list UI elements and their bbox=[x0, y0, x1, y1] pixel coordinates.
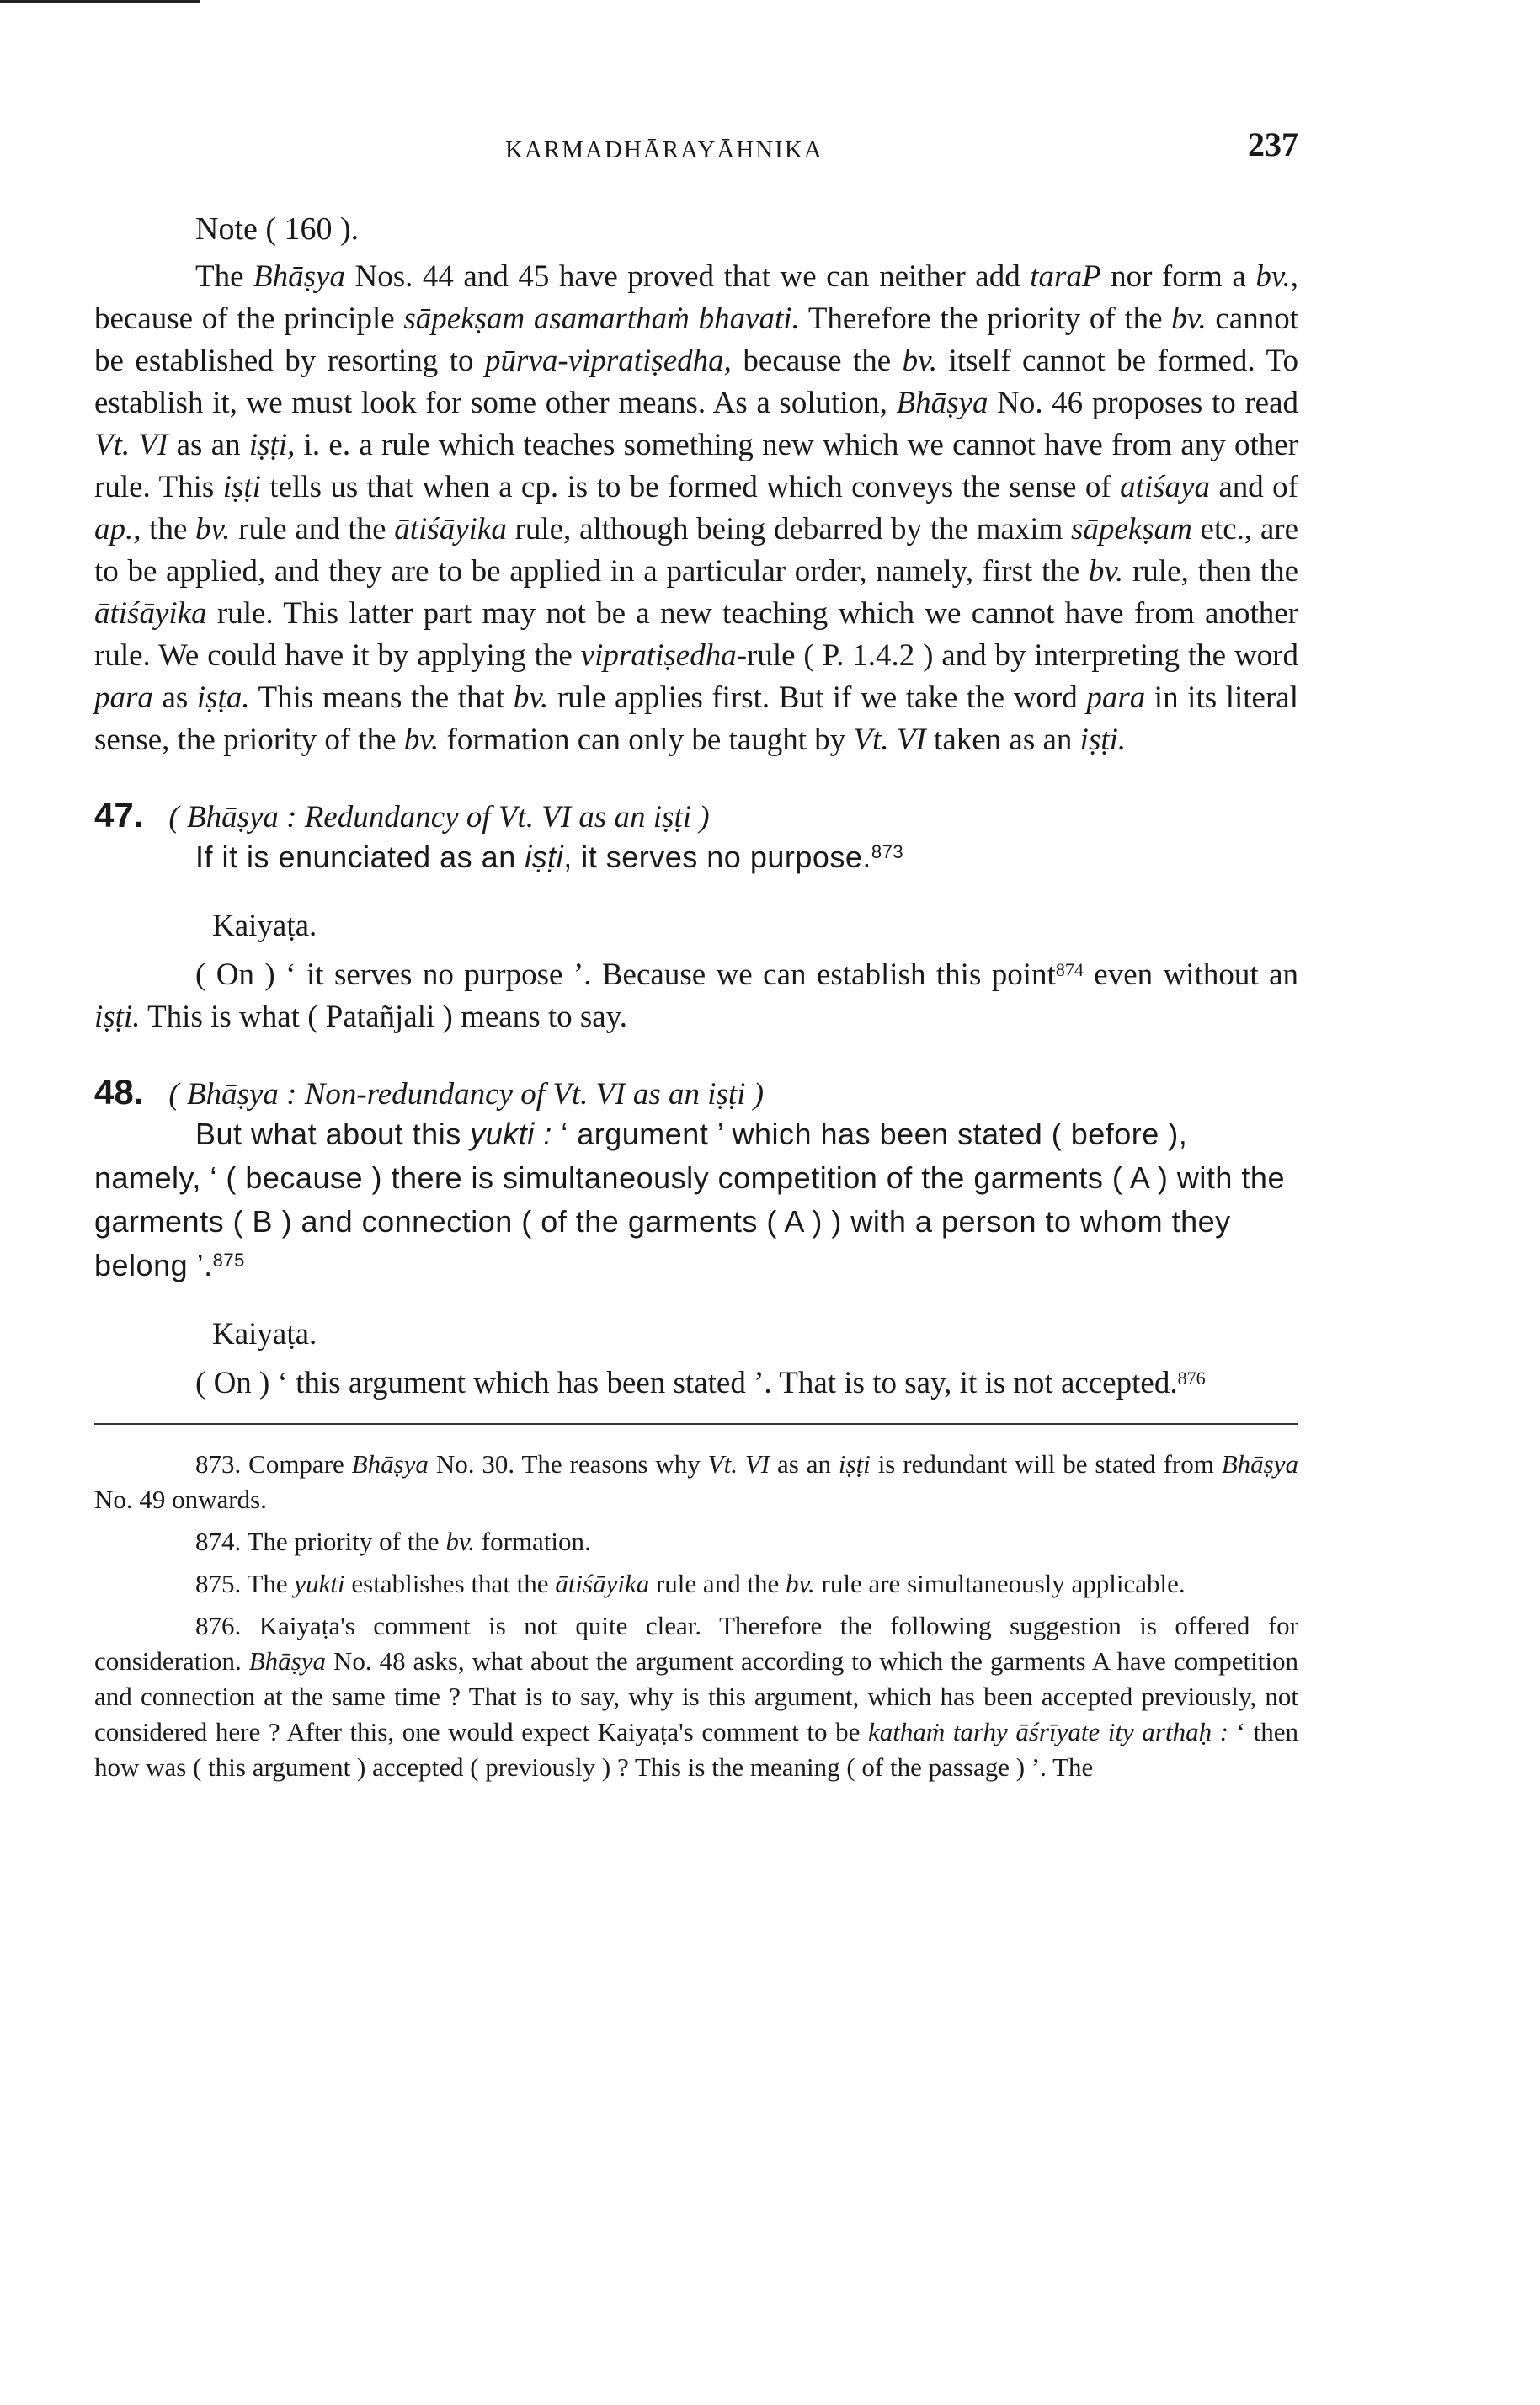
section-title: ( Bhāṣya : Redundancy of Vt. VI as an iṣṭi ) bbox=[168, 800, 710, 835]
top-left-edge-line bbox=[0, 0, 200, 3]
section-48-comment: ( On ) ‘ this argument which has been stated ’. That is to say, it is not accepted.$^{876}$ bbox=[195, 1366, 1206, 1400]
footnote-876: 876. Kaiyaṭa's comment is not quite clear. Therefore the following suggestion is offered for consideration. Bhāṣya No. 48 asks, what about the argument according to which the garments A have competition and connection at the same time ? That is to say, why is this argument, which has been accepted previously, not considered here ? After this, one would expect Kaiyaṭa's comment to be kathaṁ tarhy āśrīyate ity arthaḥ : ‘ then how was ( this argument ) accepted ( previously ) ? This is the meaning ( of the passage ) ’. The bbox=[94, 1611, 1298, 1782]
section-title: ( Bhāṣya : Non-redundancy of Vt. VI as an iṣṭi ) bbox=[168, 1077, 765, 1112]
page-number: 237 bbox=[1248, 125, 1298, 163]
section-47-commentator: Kaiyaṭa. bbox=[212, 909, 317, 943]
section-number: 47. bbox=[94, 795, 144, 835]
footnote-ref: 873 bbox=[871, 841, 904, 862]
footnote-ref: 874 bbox=[1055, 959, 1084, 980]
section-47-bhasya-text: If it is enunciated as an iṣṭi, it serves no purpose.$^{873}$ bbox=[195, 840, 904, 874]
footnote-ref: 875 bbox=[212, 1250, 245, 1271]
section-48-heading bbox=[94, 1072, 1298, 1112]
section-47-heading bbox=[94, 795, 1298, 835]
section-number: 48. bbox=[94, 1072, 144, 1112]
note-heading: Note ( 160 ). bbox=[195, 211, 360, 247]
section-48-bhasya-text: But what about this yukti : ‘ argument ’ which has been stated ( before ), namely, ‘ ( because ) there is simultaneously competition of the garments ( A ) with the garments ( B ) and connection ( of the garments ( A ) ) with a person to whom they belong ’.$^{875}$ bbox=[94, 1117, 1285, 1282]
section-47-comment: ( On ) ‘ it serves no purpose ’. Because we can establish this point$^{874}$ even without an iṣṭi. This is what ( Patañjali ) means to say. bbox=[94, 957, 1298, 1034]
footnote-874: 874. The priority of the bv. formation. bbox=[195, 1527, 591, 1556]
section-48-commentator: Kaiyaṭa. bbox=[212, 1317, 317, 1352]
running-title: KARMADHĀRAYĀHNIKA bbox=[505, 136, 823, 163]
document-page bbox=[94, 118, 1298, 1792]
footnote-ref: 876 bbox=[1177, 1368, 1206, 1389]
footnote-separator bbox=[94, 1423, 1298, 1425]
footnote-875: 875. The yukti establishes that the ātiśāyika rule and the bv. rule are simultaneously applicable. bbox=[195, 1569, 1186, 1598]
note-paragraph: The Bhāṣya Nos. 44 and 45 have proved that we can neither add taraP nor form a bv., because of the principle sāpekṣam asamarthaṁ bhavati. Therefore the priority of the bv. cannot be established by resorting to pūrva-vipratiṣedha, because the bv. itself cannot be formed. To establish it, we must look for some other means. As a solution, Bhāṣya No. 46 proposes to read Vt. VI as an iṣṭi, i. e. a rule which teaches something new which we cannot have from any other rule. This iṣṭi tells us that when a cp. is to be formed which conveys the sense of atiśaya and of ap., the bv. rule and the ātiśāyika rule, although being debarred by the maxim sāpekṣam etc., are to be applied, and they are to be applied in a particular order, namely, first the bv. rule, then the ātiśāyika rule. This latter part may not be a new teaching which we cannot have from another rule. We could have it by applying the vipratiṣedha-rule ( P. 1.4.2 ) and by interpreting the word para as iṣṭa. This means the that bv. rule applies first. But if we take the word para in its literal sense, the priority of the bv. formation can only be taught by Vt. VI taken as an iṣṭi. bbox=[94, 259, 1299, 757]
running-header bbox=[94, 118, 1298, 185]
footnote-873: 873. Compare Bhāṣya No. 30. The reasons why Vt. VI as an iṣṭi is redundant will be stated from Bhāṣya No. 49 onwards. bbox=[94, 1449, 1298, 1514]
